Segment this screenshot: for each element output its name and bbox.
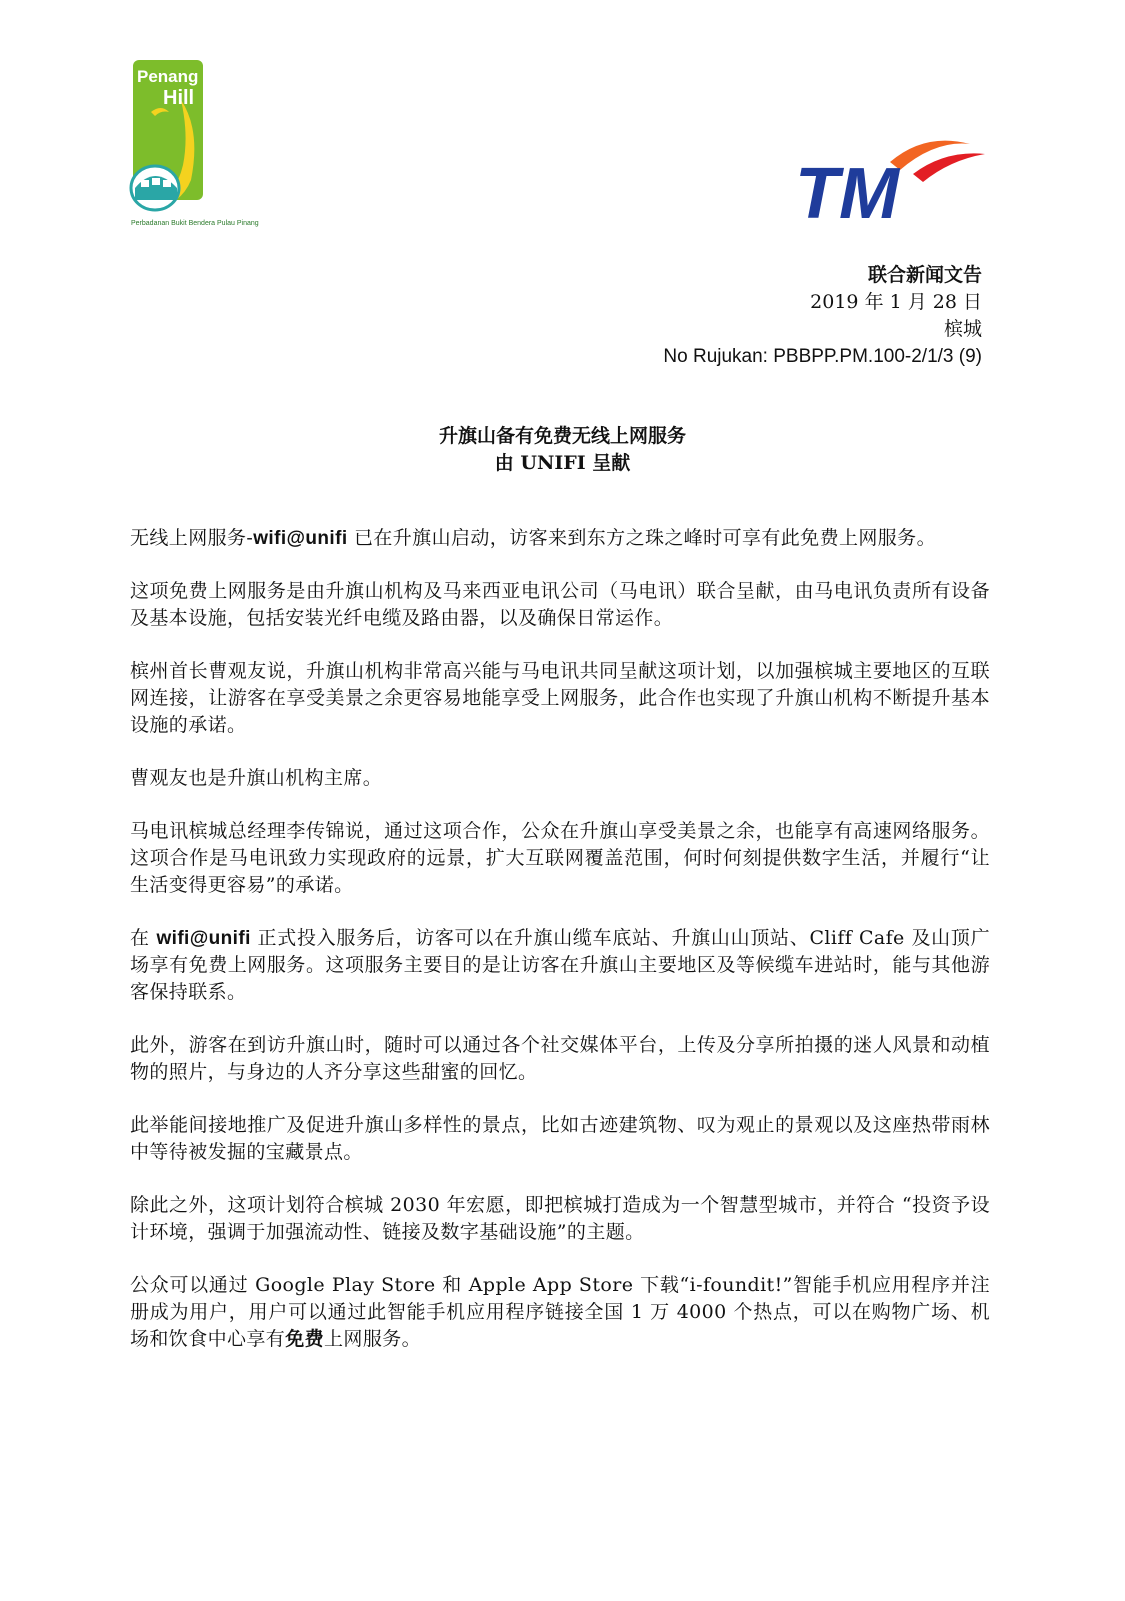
paragraph-9: 除此之外，这项计划符合槟城 2030 年宏愿，即把槟城打造成为一个智慧型城市，并符合 “投资予设计环境，强调于加强流动性、链接及数字基础设施”的主题。: [130, 1194, 990, 1243]
press-release-meta: [663, 262, 982, 370]
paragraph-5: 马电讯槟城总经理李传锦说，通过这项合作，公众在升旗山享受美景之余，也能享有高速网络服务。这项合作是马电讯致力实现政府的远景，扩大互联网覆盖范围，何时何刻提供数字生活，并履行“让生活变得更容易”的承诺。: [130, 820, 990, 896]
headline-line-1: 升旗山备有免费无线上网服务: [438, 425, 686, 447]
release-place: 槟城: [943, 318, 982, 340]
release-label: 联合新闻文告: [867, 264, 982, 286]
paragraph-3: 槟州首长曹观友说，升旗山机构非常高兴能与马电讯共同呈献这项计划，以加强槟城主要地区的互联网连接，让游客在享受美景之余更容易地能享受上网服务，此合作也实现了升旗山机构不断提升基本设施的承诺。: [130, 660, 990, 736]
tm-logo: [795, 132, 985, 234]
penang-logo-text-2: Hill: [163, 87, 195, 109]
penang-logo-subtext: Perbadanan Bukit Bendera Pulau Pinang: [131, 220, 259, 227]
paragraph-7: 此外，游客在到访升旗山时，随时可以通过各个社交媒体平台，上传及分享所拍摄的迷人风景和动植物的照片，与身边的人齐分享这些甜蜜的回忆。: [130, 1034, 990, 1083]
reference-number: No Rujukan: PBBPP.PM.100-2/1/3 (9): [663, 346, 982, 367]
paragraph-8: 此举能间接地推广及促进升旗山多样性的景点，比如古迹建筑物、叹为观止的景观以及这座热带雨林中等待被发掘的宝藏景点。: [130, 1114, 990, 1163]
penang-logo-text-1: Penang: [137, 67, 199, 86]
wifi-unifi-text: wifi@unifi: [253, 528, 348, 549]
release-date: 2019 年 1 月 28 日: [810, 291, 982, 313]
article-body: [130, 525, 990, 1379]
wifi-unifi-text: wifi@unifi: [156, 928, 251, 949]
paragraph-1: 无线上网服务-wifi@unifi 已在升旗山启动，访客来到东方之珠之峰时可享有此免费上网服务。: [130, 527, 936, 549]
headline-line-2: 由 UNIFI 呈献: [494, 452, 631, 474]
penang-hill-logo: [131, 60, 259, 230]
paragraph-4: 曹观友也是升旗山机构主席。: [130, 767, 383, 789]
paragraph-2: 这项免费上网服务是由升旗山机构及马来西亚电讯公司（马电讯）联合呈献，由马电讯负责所有设备及基本设施，包括安装光纤电缆及路由器，以及确保日常运作。: [130, 580, 990, 629]
headline: [0, 423, 1125, 477]
free-text: 免费: [285, 1328, 325, 1350]
tm-logo-text: TM: [795, 154, 899, 234]
paragraph-10: 公众可以通过 Google Play Store 和 Apple App Store 下载“i-foundit!”智能手机应用程序并注册成为用户，用户可以通过此智能手机应用程序链接全国 1 万 4000 个热点，可以在购物广场、机场和饮食中心享有免费上网服务。: [130, 1274, 990, 1350]
paragraph-6: 在 wifi@unifi 正式投入服务后，访客可以在升旗山缆车底站、升旗山山顶站、Cliff Cafe 及山顶广场享有免费上网服务。这项服务主要目的是让访客在升旗山主要地区及等候缆车进站时，能与其他游客保持联系。: [130, 927, 990, 1003]
